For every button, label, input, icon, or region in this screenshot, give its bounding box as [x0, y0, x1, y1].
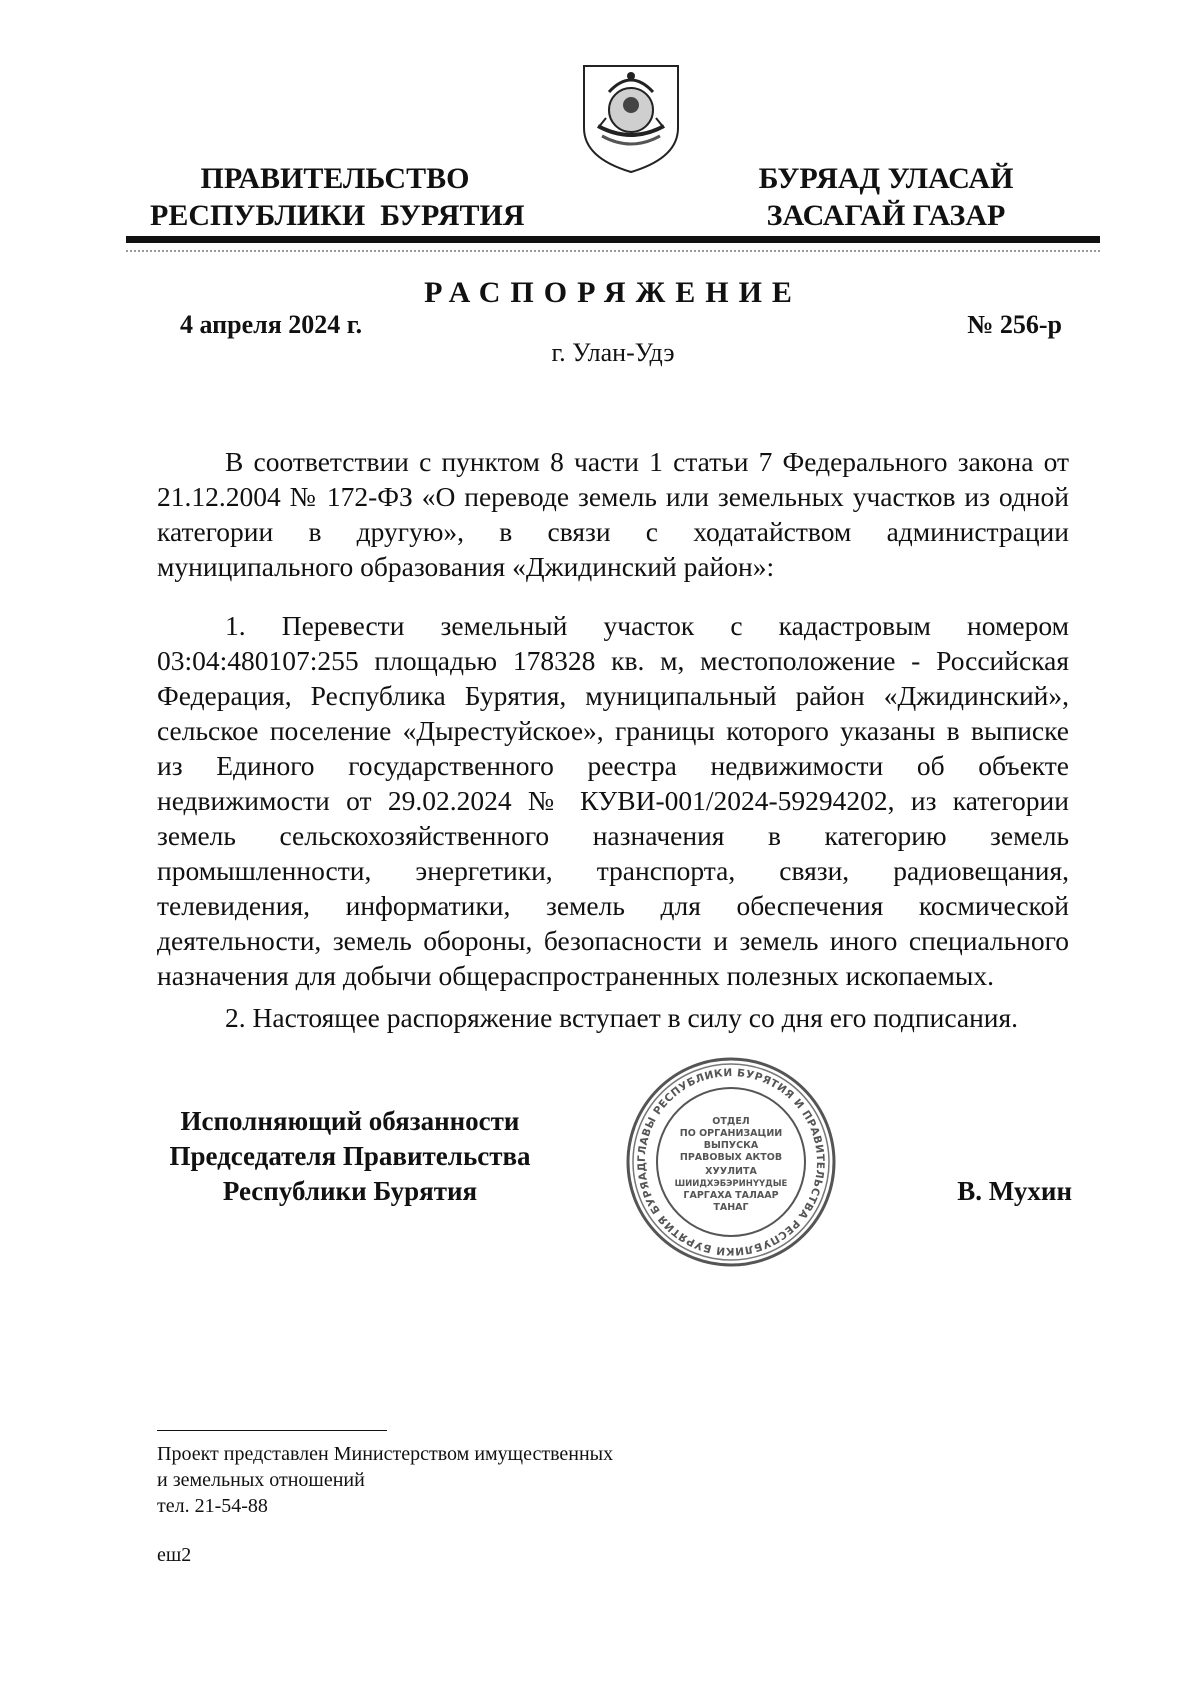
footnote-line-1: Проект представлен Министерством имущественных — [157, 1443, 614, 1465]
header-thick-rule — [126, 236, 1100, 243]
document-city: г. Улан-Удэ — [551, 338, 675, 367]
header-right-line-2: ЗАСАГАЙ ГАЗАР — [766, 199, 1006, 232]
signatory-name: В. Мухин — [957, 1176, 1072, 1206]
stamp-center-line-2: ПО ОРГАНИЗАЦИИ — [679, 1128, 783, 1139]
stamp-center-line-5: ХУУЛИТА — [705, 1166, 757, 1177]
header-left-line-1: ПРАВИТЕЛЬСТВО — [200, 162, 470, 195]
document-number: № 256-р — [967, 310, 1062, 339]
stamp-center-line-8: ТАНАГ — [713, 1202, 749, 1213]
official-stamp — [625, 1056, 837, 1268]
header-right-line-1: БУРЯАД УЛАСАЙ — [758, 162, 1014, 195]
signatory-role-line-3: Республики Бурятия — [222, 1176, 478, 1206]
body-paragraph-3: 2. Настоящее распоряжение вступает в силу со дня его подписания. — [225, 1002, 1019, 1033]
coat-of-arms-icon — [576, 58, 686, 176]
executor-initials: еш2 — [157, 1544, 192, 1566]
stamp-center-line-6: ШИИДХЭБЭРИНҮҮДЫЕ — [674, 1179, 788, 1189]
footnote-line-3: тел. 21-54-88 — [157, 1495, 268, 1517]
stamp-center-line-4: ПРАВОВЫХ АКТОВ — [679, 1152, 783, 1163]
footnote-block — [157, 1441, 857, 1519]
footnote-line-2: и земельных отношений — [157, 1469, 365, 1491]
document-type-title: РАСПОРЯЖЕНИЕ — [424, 276, 802, 309]
header-right-block — [736, 160, 1036, 234]
body-paragraph-2: 1. Перевести земельный участок с кадастровым номером 03:04:480107:255 площадью 178328 кв. м, местоположение - Российская Федерация, Республика Бурятия, муниципальный район «Джидинский», сельское поселение «Дырестуйское», границы которого указаны в выписке из Единого государственного реестра недвижимости об объекте недвижимости от 29.02.2024 № КУВИ-001/2024-59294202, из категории земель сельскохозяйственного назначения в категорию земель промышленности, энергетики, транспорта, связи, радиовещания, телевидения, информатики, земель для обеспечения космической деятельности, земель обороны, безопасности и земель иного специального назначения для добычи общераспространенных полезных ископаемых. — [157, 610, 1069, 991]
stamp-ring-text: ГЛАВЫ РЕСПУБЛИКИ БУРЯТИЯ И ПРАВИТЕЛЬСТВА РЕСПУБЛИКИ БУРЯТИЯ БУРЯАД — [635, 1066, 827, 1258]
document-date: 4 апреля 2024 г. — [180, 310, 363, 339]
header-thin-rule — [126, 250, 1100, 252]
signatory-role-line-2: Председателя Правительства — [169, 1141, 531, 1171]
stamp-center-line-1: ОТДЕЛ — [712, 1116, 750, 1127]
body-paragraph-1: В соответствии с пунктом 8 части 1 статьи 7 Федерального закона от 21.12.2004 № 172-ФЗ «О переводе земель или земельных участков из одной категории в другую», в связи с ходатайством администрации муниципального образования «Джидинский район»: — [157, 446, 1069, 582]
header-left-line-2: РЕСПУБЛИКИ БУРЯТИЯ — [150, 199, 525, 232]
footnote-rule — [157, 1430, 387, 1431]
stamp-center-line-7: ГАРГАХА ТАЛААР — [683, 1190, 779, 1201]
header-left-block — [150, 160, 525, 234]
stamp-center-line-3: ВЫПУСКА — [703, 1140, 759, 1151]
signatory-role-line-1: Исполняющий обязанности — [180, 1106, 520, 1136]
signatory-role — [150, 1104, 550, 1209]
